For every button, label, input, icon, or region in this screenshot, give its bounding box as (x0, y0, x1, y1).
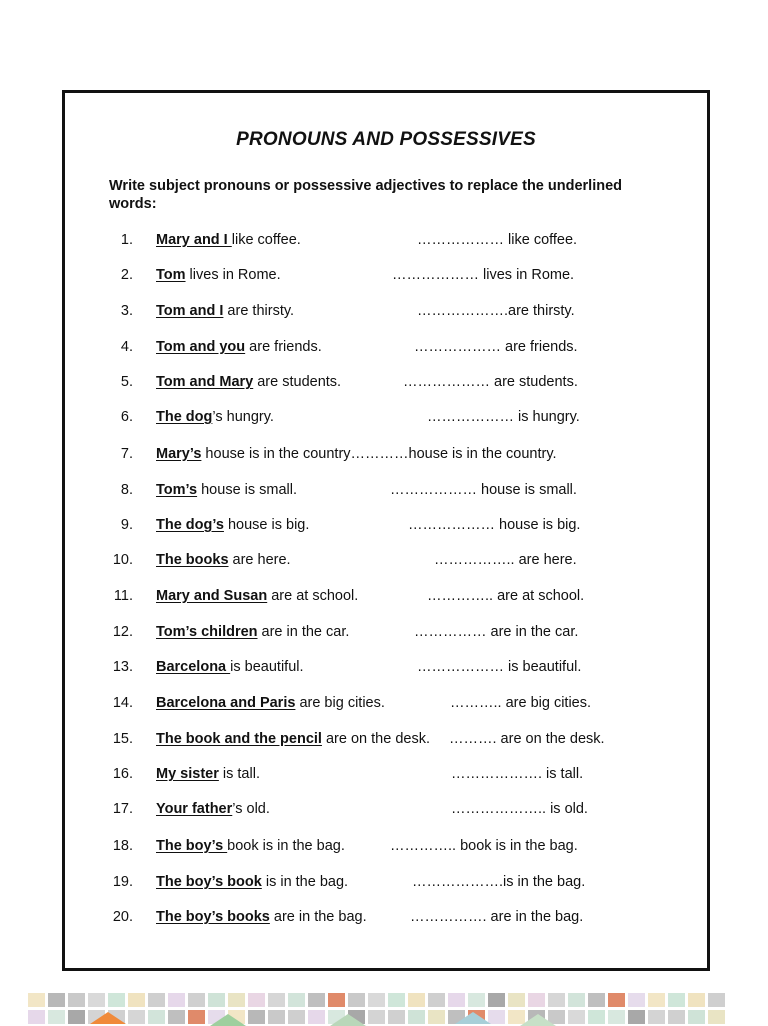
answer-blank: ………….. are at school. (427, 588, 585, 604)
item-number: 5. (120, 374, 133, 390)
exercise-row (65, 729, 705, 749)
strip-tile (288, 1010, 305, 1024)
decorative-triangle (330, 1014, 366, 1026)
strip-tile (648, 993, 665, 1007)
sentence-rest: are here. (228, 552, 291, 568)
exercise-row (65, 372, 705, 392)
sentence-rest: are big cities. (295, 695, 385, 711)
sentence-rest: are friends. (245, 339, 322, 355)
exercise-row (65, 872, 705, 892)
decorative-triangle (90, 1012, 126, 1024)
sentence-rest: is in the bag. (261, 874, 349, 890)
strip-tile (408, 993, 425, 1007)
strip-tile (108, 993, 125, 1007)
item-sentence (156, 444, 557, 464)
underlined-words: The dog (156, 409, 213, 425)
item-sentence (156, 729, 430, 749)
sentence-rest: are in the car. (257, 624, 350, 640)
answer-blank: ……………. are in the bag. (410, 909, 584, 925)
strip-tile (388, 993, 405, 1007)
sentence-rest: house is in the country…………house is in the country. (201, 446, 557, 462)
strip-tile (128, 1010, 145, 1024)
underlined-words: The boy’s book (156, 874, 262, 890)
strip-tile (408, 1010, 425, 1024)
item-sentence (156, 872, 348, 892)
sentence-rest: house is small. (197, 482, 298, 498)
strip-tile (468, 993, 485, 1007)
strip-tile (268, 1010, 285, 1024)
strip-tile (68, 1010, 85, 1024)
answer-blank: ……………… house is small. (390, 482, 577, 498)
exercise-row (65, 693, 705, 713)
answer-blank: …………….. are here. (434, 552, 577, 568)
underlined-words: Barcelona and Paris (156, 695, 296, 711)
underlined-words: The dog’s (156, 517, 224, 533)
exercise-row (65, 407, 705, 427)
strip-tile (168, 993, 185, 1007)
exercise-row (65, 836, 705, 856)
underlined-words: Tom and you (156, 339, 246, 355)
exercise-row (65, 550, 705, 570)
item-sentence (156, 301, 294, 321)
strip-tile (128, 993, 145, 1007)
answer-blank: ……………… lives in Rome. (392, 267, 575, 283)
strip-tile (388, 1010, 405, 1024)
strip-tile (28, 993, 45, 1007)
strip-tile (608, 1010, 625, 1024)
strip-tile (48, 1010, 65, 1024)
strip-tile (708, 1010, 725, 1024)
strip-tile (668, 993, 685, 1007)
underlined-words: Mary and I (156, 232, 232, 248)
sentence-rest: are at school. (267, 588, 359, 604)
strip-tile (88, 993, 105, 1007)
sentence-rest: ’s hungry. (212, 409, 274, 425)
strip-tile (628, 1010, 645, 1024)
instruction-text: Write subject pronouns or possessive adjectives to replace the underlined words: (109, 178, 623, 212)
item-sentence (156, 693, 385, 713)
underlined-words: Mary and Susan (156, 588, 268, 604)
underlined-words: Mary’s (156, 446, 202, 462)
answer-blank: ………….. book is in the bag. (390, 838, 578, 854)
sentence-rest: like coffee. (231, 232, 301, 248)
strip-tile (368, 1010, 385, 1024)
strip-tile (588, 993, 605, 1007)
decorative-triangle (210, 1014, 246, 1026)
strip-tile (608, 993, 625, 1007)
item-number: 7. (120, 446, 133, 462)
answer-blank: ……………… are students. (403, 374, 578, 390)
item-number: 16. (112, 766, 133, 782)
strip-tile (688, 993, 705, 1007)
answer-blank: ………………. is tall. (451, 766, 584, 782)
answer-blank: …………… are in the car. (414, 624, 579, 640)
answer-blank: ……………… like coffee. (417, 232, 578, 248)
strip-tile (288, 993, 305, 1007)
strip-tile (448, 993, 465, 1007)
sentence-rest: is tall. (218, 766, 260, 782)
page-title: PRONOUNS AND POSSESSIVES (236, 129, 536, 150)
strip-tile (528, 993, 545, 1007)
strip-tile (648, 1010, 665, 1024)
strip-tile (188, 993, 205, 1007)
answer-blank: ……………….are thirsty. (417, 303, 575, 319)
item-sentence (156, 586, 358, 606)
underlined-words: Barcelona (156, 659, 231, 675)
strip-tile (588, 1010, 605, 1024)
strip-tile (28, 1010, 45, 1024)
underlined-words: Your father (156, 801, 233, 817)
item-number: 19. (112, 874, 133, 890)
item-sentence (156, 799, 270, 819)
underlined-words: Tom and I (156, 303, 224, 319)
decorative-tile-strip (28, 993, 740, 1024)
strip-tile (708, 993, 725, 1007)
strip-tile (428, 1010, 445, 1024)
item-sentence (156, 550, 291, 570)
exercise-row (65, 230, 705, 250)
decorative-triangle (455, 1012, 491, 1024)
answer-blank: ……………… is beautiful. (417, 659, 582, 675)
underlined-words: Tom and Mary (156, 374, 254, 390)
strip-tile (348, 993, 365, 1007)
exercise-row (65, 337, 705, 357)
exercise-row (65, 480, 705, 500)
strip-tile (688, 1010, 705, 1024)
item-sentence (156, 407, 274, 427)
strip-tile (488, 993, 505, 1007)
item-number: 4. (120, 339, 133, 355)
sentence-rest: are students. (253, 374, 342, 390)
item-number: 3. (120, 303, 133, 319)
strip-tile (228, 993, 245, 1007)
exercise-row (65, 586, 705, 606)
answer-blank: ……………… house is big. (408, 517, 581, 533)
strip-tile (308, 1010, 325, 1024)
item-number: 12. (112, 624, 133, 640)
item-number: 1. (120, 232, 133, 248)
item-number: 2. (120, 267, 133, 283)
underlined-words: The books (156, 552, 229, 568)
strip-tile (668, 1010, 685, 1024)
exercise-row (65, 444, 705, 464)
strip-tile (188, 1010, 205, 1024)
sentence-rest: are on the desk. (321, 731, 430, 747)
answer-blank: ……….. are big cities. (450, 695, 592, 711)
underlined-words: Tom (156, 267, 186, 283)
sentence-rest: house is big. (223, 517, 310, 533)
item-sentence (156, 480, 297, 500)
exercise-row (65, 764, 705, 784)
strip-tile (248, 993, 265, 1007)
decorative-triangle (520, 1014, 556, 1026)
strip-tile (208, 993, 225, 1007)
strip-tile (148, 1010, 165, 1024)
item-number: 15. (112, 731, 133, 747)
answer-blank: ……………… is hungry. (427, 409, 580, 425)
item-number: 17. (112, 801, 133, 817)
item-sentence (156, 265, 281, 285)
item-number: 11. (113, 588, 133, 604)
worksheet-frame (62, 90, 710, 971)
underlined-words: The boy’s (156, 838, 228, 854)
strip-tile (148, 993, 165, 1007)
answer-blank: ………. are on the desk. (449, 731, 605, 747)
answer-blank: ……………….is in the bag. (412, 874, 586, 890)
exercise-row (65, 301, 705, 321)
item-number: 8. (120, 482, 133, 498)
sentence-rest: lives in Rome. (185, 267, 281, 283)
item-number: 9. (120, 517, 133, 533)
strip-tile (68, 993, 85, 1007)
item-number: 13. (112, 659, 133, 675)
item-sentence (156, 764, 260, 784)
strip-tile (248, 1010, 265, 1024)
item-sentence (156, 230, 301, 250)
item-sentence (156, 657, 304, 677)
strip-tile (548, 993, 565, 1007)
sentence-rest: is beautiful. (230, 659, 304, 675)
strip-tile (568, 1010, 585, 1024)
sentence-rest: ’s old. (232, 801, 270, 817)
underlined-words: The book and the pencil (156, 731, 322, 747)
strip-tile (368, 993, 385, 1007)
strip-tile (168, 1010, 185, 1024)
exercise-row (65, 907, 705, 927)
strip-tile (328, 993, 345, 1007)
exercise-row (65, 799, 705, 819)
item-sentence (156, 836, 345, 856)
strip-tile (568, 993, 585, 1007)
item-sentence (156, 372, 341, 392)
underlined-words: The boy’s books (156, 909, 270, 925)
strip-tile (628, 993, 645, 1007)
strip-tile (308, 993, 325, 1007)
sentence-rest: book is in the bag. (227, 838, 345, 854)
item-number: 20. (112, 909, 133, 925)
item-sentence (156, 907, 367, 927)
strip-tile (268, 993, 285, 1007)
item-sentence (156, 622, 349, 642)
item-sentence (156, 515, 309, 535)
exercise-row (65, 657, 705, 677)
item-number: 18. (112, 838, 133, 854)
item-number: 14. (112, 695, 133, 711)
item-number: 10. (112, 552, 133, 568)
strip-tile (508, 993, 525, 1007)
answer-blank: ……………….. is old. (451, 801, 588, 817)
sentence-rest: are thirsty. (223, 303, 295, 319)
underlined-words: Tom’s children (156, 624, 258, 640)
answer-blank: ……………… are friends. (414, 339, 578, 355)
exercise-row (65, 622, 705, 642)
item-sentence (156, 337, 322, 357)
strip-tile (428, 993, 445, 1007)
sentence-rest: are in the bag. (269, 909, 367, 925)
item-number: 6. (120, 409, 133, 425)
underlined-words: My sister (156, 766, 219, 782)
exercise-row (65, 265, 705, 285)
underlined-words: Tom’s (156, 482, 198, 498)
strip-tile (48, 993, 65, 1007)
exercise-row (65, 515, 705, 535)
